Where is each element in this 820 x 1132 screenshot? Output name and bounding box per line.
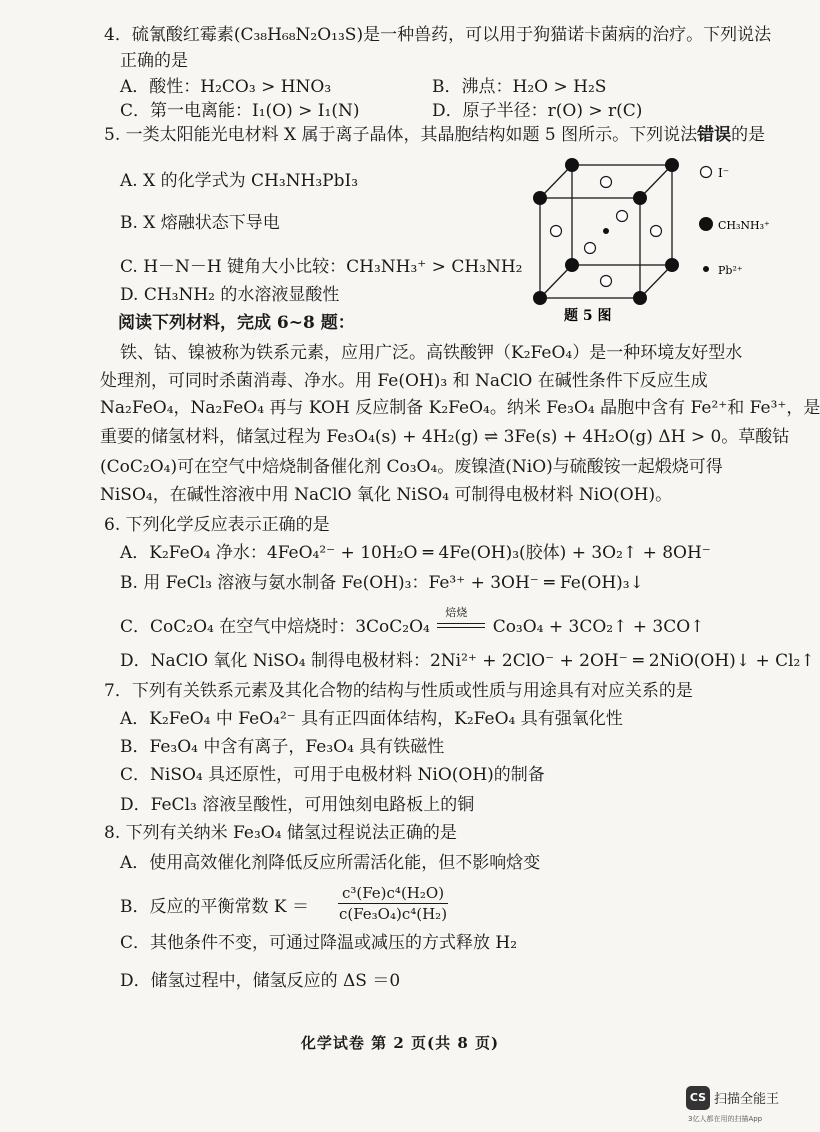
- q7-option-a: A．K₂FeO₄ 中 FeO₄²⁻ 具有正四面体结构，K₂FeO₄ 具有强氧化性: [120, 709, 623, 729]
- reading-line2: 处理剂，可同时杀菌消毒、净水。用 Fe(OH)₃ 和 NaClO 在碱性条件下反应生成: [100, 371, 708, 391]
- q6-stem: 6. 下列化学反应表示正确的是: [104, 515, 330, 535]
- q5-stem-post: 的是: [731, 125, 766, 145]
- scanner-watermark: [686, 1086, 798, 1126]
- q5-option-a: A. X 的化学式为 CH₃NH₃PbI₃: [120, 171, 359, 191]
- q7-option-b: B．Fe₃O₄ 中含有离子，Fe₃O₄ 具有铁磁性: [120, 737, 445, 757]
- legend-ch3nh3-icon: [699, 217, 713, 231]
- q7-stem: 7．下列有关铁系元素及其化合物的结构与性质或性质与用途具有对应关系的是: [104, 681, 693, 701]
- legend-iodide-icon: [701, 167, 712, 178]
- reading-heading: 阅读下列材料，完成 6~8 题：: [118, 313, 355, 333]
- q5-stem: [104, 124, 765, 146]
- q4-option-a: A．酸性：H₂CO₃ > HNO₃: [120, 77, 332, 97]
- reaction-condition: 焙烧: [445, 606, 468, 619]
- q4-option-d: D．原子半径：r(O) > r(C): [432, 101, 643, 121]
- q5-stem-emphasis: 错误: [697, 125, 732, 145]
- legend-iodide-label: I⁻: [718, 166, 730, 180]
- reading-line1: 铁、钴、镍被称为铁系元素，应用广泛。高铁酸钾（K₂FeO₄）是一种环境友好型水: [120, 343, 743, 363]
- q5-option-d: D. CH₃NH₂ 的水溶液显酸性: [120, 285, 340, 305]
- q4-option-b: B．沸点：H₂O > H₂S: [432, 77, 607, 97]
- q4-option-c: C．第一电离能：I₁(O) > I₁(N): [120, 101, 360, 121]
- figure-caption: 题 5 图: [564, 308, 612, 324]
- reading-line5: (CoC₂O₄)可在空气中焙烧制备催化剂 Co₃O₄。废镍渣(NiO)与硫酸铵一起煅烧可得: [100, 457, 723, 477]
- q6-option-c: [120, 606, 705, 638]
- q5-stem-pre: 5. 一类太阳能光电材料 X 属于离子晶体，其晶胞结构如题 5 图所示。下列说法: [104, 125, 698, 145]
- page-footer: 化学试卷 第 2 页(共 8 页): [300, 1034, 500, 1052]
- q6-option-d: D．NaClO 氧化 NiSO₄ 制得电极材料：2Ni²⁺ + 2ClO⁻ + 2OH⁻ ═ 2NiO(OH)↓ + Cl₂↑: [120, 651, 815, 671]
- legend-ch3nh3-label: CH₃NH₃⁺: [718, 219, 770, 232]
- q5-option-c: C. H－N－H 键角大小比较：CH₃NH₃⁺ > CH₃NH₂: [120, 257, 523, 277]
- q4-stem-line2: 正确的是: [120, 51, 188, 71]
- scanner-tagline: 3亿人都在用的扫描App: [688, 1115, 763, 1123]
- q7-option-c: C．NiSO₄ 具还原性，可用于电极材料 NiO(OH)的制备: [120, 765, 545, 785]
- equilibrium-constant-fraction: [338, 884, 448, 923]
- crystal-cell-figure: [520, 150, 770, 325]
- scanner-app-name: 扫描全能王: [714, 1092, 780, 1107]
- q6-option-c-pre: C．CoC₂O₄ 在空气中焙烧时：3CoC₂O₄: [120, 617, 430, 637]
- q8-option-c: C．其他条件不变，可通过降温或减压的方式释放 H₂: [120, 933, 518, 953]
- ch3nh3-center: [603, 228, 609, 234]
- q6-option-b: B. 用 FeCl₃ 溶液与氨水制备 Fe(OH)₃：Fe³⁺ + 3OH⁻ ═ Fe(OH)₃↓: [120, 573, 644, 593]
- q4-stem-line1: 4．硫氰酸红霉素(C₃₈H₆₈N₂O₁₃S)是一种兽药，可以用于狗猫诺卡菌病的治疗。下列说法: [104, 25, 772, 45]
- scanner-logo-icon: CS: [686, 1086, 710, 1110]
- q8-option-b: B．反应的平衡常数 K ＝: [120, 897, 310, 917]
- reading-line6: NiSO₄，在碱性溶液中用 NaClO 氧化 NiSO₄ 可制得电极材料 NiO(OH)。: [100, 485, 673, 505]
- q6-option-a: A．K₂FeO₄ 净水：4FeO₄²⁻ + 10H₂O ═ 4Fe(OH)₃(胶体) + 3O₂↑ + 8OH⁻: [120, 543, 711, 563]
- legend-pb-icon: [703, 266, 709, 272]
- fraction-numerator: c³(Fe)c⁴(H₂O): [338, 884, 448, 904]
- reading-line3: Na₂FeO₄，Na₂FeO₄ 再与 KOH 反应制备 K₂FeO₄。纳米 Fe₃O₄ 晶胞中含有 Fe²⁺和 Fe³⁺，是: [100, 398, 820, 418]
- q8-stem: 8. 下列有关纳米 Fe₃O₄ 储氢过程说法正确的是: [104, 823, 457, 843]
- reading-line4: 重要的储氢材料，储氢过程为 Fe₃O₄(s) + 4H₂(g) ⇌ 3Fe(s) + 4H₂O(g) ΔH > 0。草酸钴: [100, 427, 790, 447]
- q8-option-d: D．储氢过程中，储氢反应的 ΔS ＝0: [120, 971, 401, 991]
- fraction-denominator: c(Fe₃O₄)c⁴(H₂): [338, 905, 448, 923]
- legend-pb-label: Pb²⁺: [718, 264, 743, 277]
- reaction-arrow: [435, 606, 487, 638]
- q7-option-d: D．FeCl₃ 溶液呈酸性，可用蚀刻电路板上的铜: [120, 795, 475, 815]
- q6-option-c-post: Co₃O₄ + 3CO₂↑ + 3CO↑: [492, 617, 705, 637]
- q5-option-b: B. X 熔融状态下导电: [120, 213, 280, 233]
- q8-option-a: A．使用高效催化剂降低反应所需活化能，但不影响焓变: [120, 853, 541, 873]
